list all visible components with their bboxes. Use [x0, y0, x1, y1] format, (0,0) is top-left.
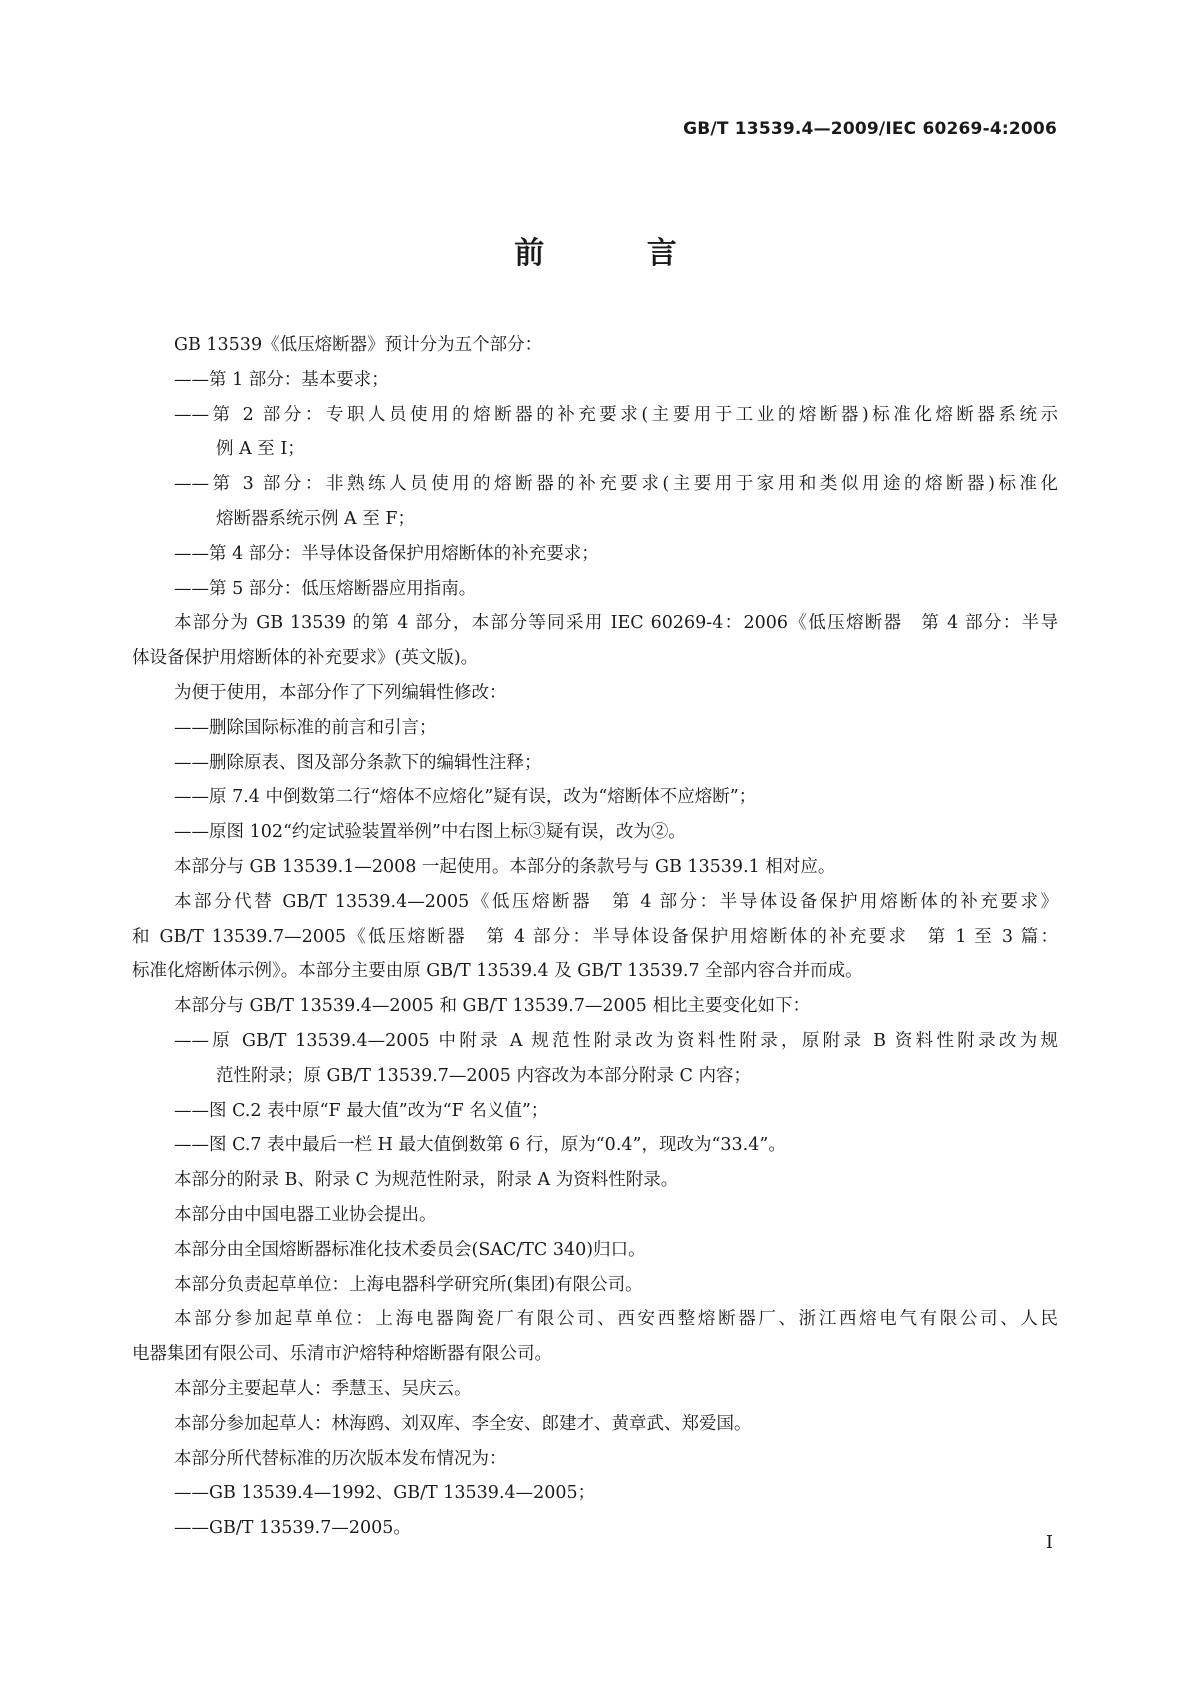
text-line: ——原 GB/T 13539.4—2005 中附录 A 规范性附录改为资料性附录，原附录 B 资料性附录改为规 [174, 1030, 1058, 1051]
text-line: 和 GB/T 13539.7—2005《低压熔断器 第 4 部分：半导体设备保护用熔断体的补充要求 第 1 至 3 篇： [132, 926, 1058, 947]
text-line: ——第 2 部分：专职人员使用的熔断器的补充要求(主要用于工业的熔断器)标准化熔断器系统示 [174, 404, 1058, 425]
text-line: 本部分的附录 B、附录 C 为规范性附录，附录 A 为资料性附录。 [174, 1170, 679, 1191]
text-line: 标准化熔断体示例》。本部分主要由原 GB/T 13539.4 及 GB/T 13539.7 全部内容合并而成。 [132, 961, 863, 982]
foreword-body [132, 328, 1058, 1546]
text-line: 本部分为 GB 13539 的第 4 部分，本部分等同采用 IEC 60269-4：2006《低压熔断器 第 4 部分：半导 [174, 613, 1058, 634]
text-line: 本部分参加起草单位：上海电器陶瓷厂有限公司、西安西整熔断器厂、浙江西熔电气有限公司、人民 [174, 1309, 1058, 1330]
text-line: ——图 C.7 表中最后一栏 H 最大值倒数第 6 行，原为“0.4”，现改为“33.4”。 [174, 1135, 786, 1156]
text-line: ——删除原表、图及部分条款下的编辑性注释； [174, 752, 542, 773]
text-line: ——删除国际标准的前言和引言； [174, 717, 437, 738]
text-line: 熔断器系统示例 A 至 F； [216, 508, 415, 529]
text-line: ——GB 13539.4—1992、GB/T 13539.4—2005； [174, 1483, 596, 1504]
text-line: 本部分所代替标准的历次版本发布情况为： [174, 1448, 507, 1469]
standard-code-header: GB/T 13539.4—2009/IEC 60269-4:2006 [683, 119, 1057, 139]
text-line: 本部分与 GB 13539.1—2008 一起使用。本部分的条款号与 GB 13539.1 相对应。 [174, 856, 836, 877]
text-line: ——原图 102“约定试验装置举例”中右图上标③疑有误，改为②。 [174, 822, 686, 843]
page-title: 前 言 [514, 236, 723, 271]
text-line: 本部分参加起草人：林海鸥、刘双库、李全安、郎建才、黄章武、郑爱国。 [174, 1413, 752, 1434]
text-line: ——第 5 部分：低压熔断器应用指南。 [174, 578, 477, 599]
text-line: 为便于使用，本部分作了下列编辑性修改： [174, 682, 507, 703]
text-line: GB 13539《低压熔断器》预计分为五个部分： [174, 335, 543, 355]
text-line: ——第 1 部分：基本要求； [174, 369, 389, 390]
page-number: I [1045, 1532, 1053, 1553]
text-line: 体设备保护用熔断体的补充要求》(英文版)。 [132, 648, 479, 669]
text-line: 本部分由全国熔断器标准化技术委员会(SAC/TC 340)归口。 [174, 1239, 646, 1260]
text-line: ——GB/T 13539.7—2005。 [174, 1518, 411, 1539]
text-line: ——原 7.4 中倒数第二行“熔体不应熔化”疑有误，改为“熔断体不应熔断”； [174, 787, 757, 808]
text-line: 电器集团有限公司、乐清市沪熔特种熔断器有限公司。 [132, 1344, 552, 1365]
text-line: ——第 4 部分：半导体设备保护用熔断体的补充要求； [174, 543, 599, 564]
text-line: 本部分负责起草单位：上海电器科学研究所(集团)有限公司。 [174, 1274, 643, 1295]
text-line: 例 A 至 I； [216, 439, 305, 460]
text-line: 本部分由中国电器工业协会提出。 [174, 1204, 437, 1225]
text-line: 范性附录；原 GB/T 13539.7—2005 内容改为本部分附录 C 内容； [216, 1065, 752, 1086]
text-line: 本部分与 GB/T 13539.4—2005 和 GB/T 13539.7—2005 相比主要变化如下： [174, 996, 810, 1017]
text-line: 本部分代替 GB/T 13539.4—2005《低压熔断器 第 4 部分：半导体设备保护用熔断体的补充要求》 [174, 891, 1058, 912]
text-line: ——图 C.2 表中原“F 最大值”改为“F 名义值”； [174, 1100, 549, 1121]
text-line: 本部分主要起草人：季慧玉、吴庆云。 [174, 1378, 472, 1399]
text-line: ——第 3 部分：非熟练人员使用的熔断器的补充要求(主要用于家用和类似用途的熔断器)标准化 [174, 474, 1058, 495]
